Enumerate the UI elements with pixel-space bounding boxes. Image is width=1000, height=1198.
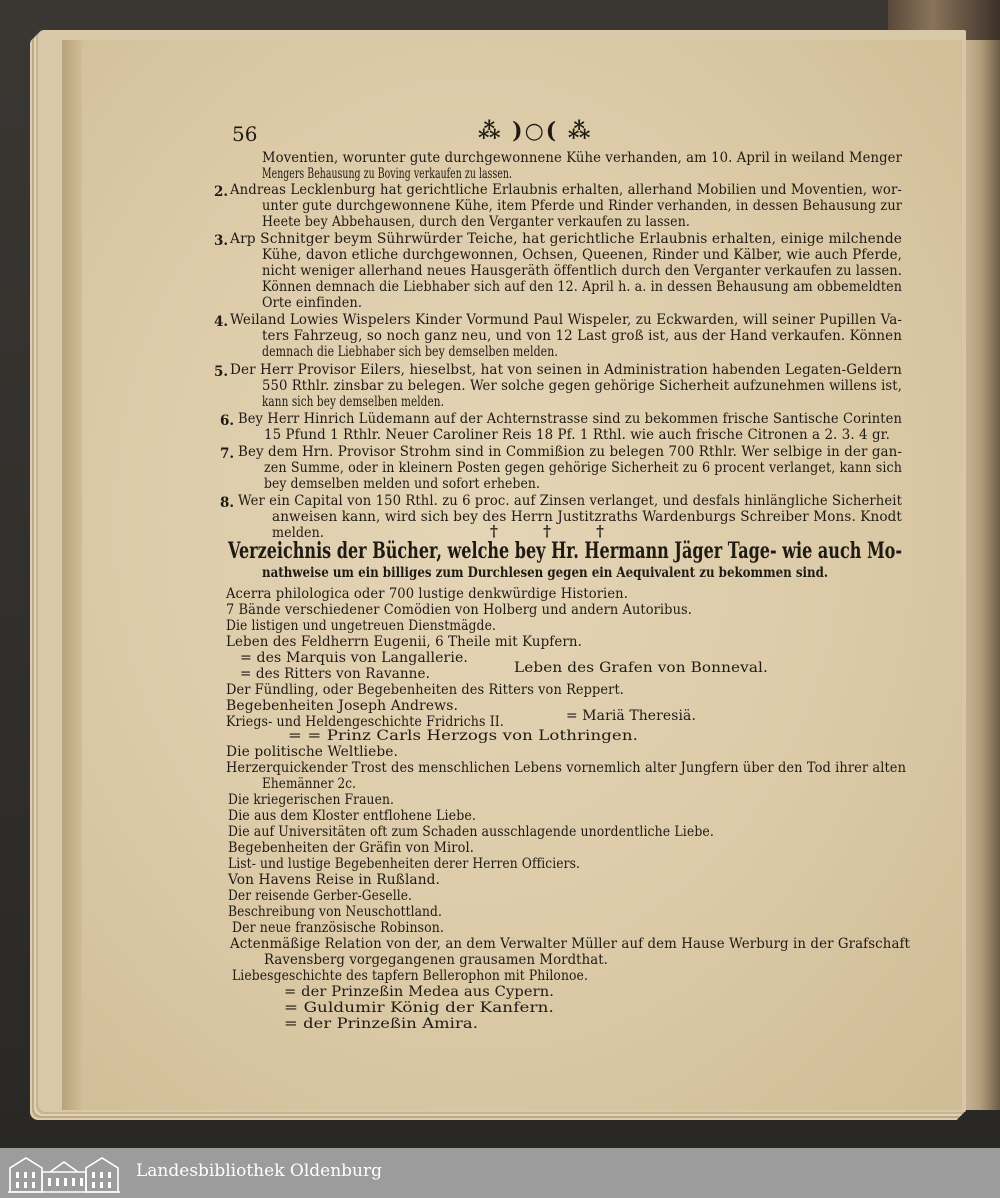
notice-2-number: 2. [214,184,229,200]
book-list-item: Liebesgeschichte des tapfern Bellerophon mit Philonoe. [232,968,588,984]
notice-3-line-3: nicht weniger allerhand neues Hausgeräth öffentlich durch den Verganter verkaufen zu lassen. [262,263,903,279]
book-list-item: Von Havens Reise in Rußland. [228,872,440,888]
notice-2-line-3: Heete bey Abbehausen, durch den Verganter verkaufen zu lassen. [262,214,691,230]
notice-2-line-2: unter gute durchgewonnene Kühe, item Pferde und Rinder verhanden, in dessen Behausung zur [262,198,902,214]
notice-3-line-5: Orte einfinden. [262,295,362,311]
notice-7-line-1: Bey dem Hrn. Provisor Strohm sind in Commißion zu belegen 700 Rthlr. Wer selbige in der gan- [238,444,903,460]
notice-4-line-1: Weiland Lowies Wispelers Kinder Vormund Paul Wispeler, zu Eckwarden, will seiner Pupillen Va- [230,312,902,328]
book-list-item: Kriegs- und Heldengeschichte Fridrichs II. [226,714,504,730]
notice-6-number: 6. [220,413,235,429]
book-list-item: Die aus dem Kloster entflohene Liebe. [228,808,477,824]
notice-7-number: 7. [220,446,235,462]
book-list-item: Beschreibung von Neuschottland. [228,904,442,920]
book-list-item: Herzerquickender Trost des menschlichen Lebens vornemlich alter Jungfern über den Tod ihrer alten [226,760,907,776]
footer-bar [0,1148,1000,1198]
book-list-item: Die auf Universitäten oft zum Schaden ausschlagende unordentliche Liebe. [228,824,714,840]
notice-6-line-1: Bey Herr Hinrich Lüdemann auf der Achternstrasse sind zu bekommen frische Santische Corinten [238,411,903,427]
notice-1-line-2: Mengers Behausung zu Boving verkaufen zu lassen. [262,166,513,182]
book-list-item: 7 Bände verschiedener Comödien von Holberg und andern Autoribus. [226,602,692,618]
book-list-item-continued: Ehemänner 2c. [262,776,357,792]
notice-5-line-3: kann sich bey demselben melden. [262,394,444,410]
section-divider-crosses: † † † [490,522,604,540]
notice-3-line-4: Können demnach die Liebhaber sich auf den 12. April h. a. in dessen Behausung am obbemeldten [262,279,903,295]
book-list-item: Die kriegerischen Frauen. [228,792,394,808]
notice-4-number: 4. [214,314,229,330]
catalog-subtitle: nathweise um ein billiges zum Durchlesen gegen ein Aequivalent zu bekommen sind. [262,565,828,581]
book-list-item: = Guldumir König der Kanfern. [284,1000,555,1016]
library-building-logo [6,1152,122,1194]
book-list-item: Der reisende Gerber-Geselle. [228,888,413,904]
notice-8-line-2: anweisen kann, wird sich bey des Herrn Justitzraths Wardenburgs Schreiber Mons. Knodt [272,509,902,525]
notice-8-line-3: melden. [272,525,325,541]
book-list-item: = des Ritters von Ravanne. [240,666,430,682]
notice-8-line-1: Wer ein Capital von 150 Rthl. zu 6 proc. auf Zinsen verlanget, und desfals hinlängliche Sicherheit [238,493,902,509]
notice-6-line-2: 15 Pfund 1 Rthlr. Neuer Caroliner Reis 18 Pf. 1 Rthl. wie auch frische Citronen a 2. 3. 4 gr. [264,427,891,443]
notice-8-number: 8. [220,495,235,511]
catalog-title: Verzeichnis der Bücher, welche bey Hr. Hermann Jäger Tage- wie auch Mo- [228,538,903,564]
notice-5-line-2: 550 Rthlr. zinsbar zu belegen. Wer solche gegen gehörige Sicherheit aufzunehmen willens ist, [262,378,902,394]
notice-7-line-2: zen Summe, oder in kleinern Posten gegen gehörige Sicherheit zu 6 procent verlanget, kann sich [264,460,902,476]
notice-5-number: 5. [214,364,229,380]
notice-4-line-3: demnach die Liebhaber sich bey demselben melden. [262,344,558,360]
notice-3-line-1: Arp Schnitger beym Sührwürder Teiche, hat gerichtliche Erlaubnis erhalten, einige milchende [230,231,903,247]
book-list-item: List- und lustige Begebenheiten derer Herren Officiers. [228,856,581,872]
book-list-item: = des Marquis von Langallerie. [240,650,468,666]
book-list-item: Die politische Weltliebe. [226,744,398,760]
page-number: 56 [232,122,258,146]
book-list-item: Begebenheiten der Gräfin von Mirol. [228,840,474,856]
book-list-item: Die listigen und ungetreuen Dienstmägde. [226,618,497,634]
notice-5-line-1: Der Herr Provisor Eilers, hieselbst, hat von seinen in Administration habenden Legaten-Geldern [230,362,902,378]
book-list-item: Der Fündling, oder Begebenheiten des Ritters von Reppert. [226,682,624,698]
book-list-item: Der neue französische Robinson. [232,920,445,936]
notice-3-line-2: Kühe, davon etliche durchgewonnen, Ochsen, Queenen, Rinder und Kälber, wie auch Pferde, [262,247,903,263]
book-list-item: Leben des Grafen von Bonneval. [514,660,769,676]
notice-1-line-1: Moventien, worunter gute durchgewonnene Kühe verhanden, am 10. April in weiland Menger [262,150,903,166]
footer-library-name: Landesbibliothek Oldenburg [136,1161,383,1181]
header-ornament: ⁂ )○( ⁂ [478,118,593,144]
notice-2-line-1: Andreas Lecklenburg hat gerichtliche Erlaubnis erhalten, allerhand Mobilien und Moventien, wor- [230,182,902,198]
book-list-item: Actenmäßige Relation von der, an dem Verwalter Müller auf dem Hause Werburg in der Grafschaft [230,936,911,952]
book-list-item: = der Prinzeßin Amira. [284,1016,479,1032]
book-list-item-continued: Ravensberg vorgegangenen grausamen Mordthat. [264,952,609,968]
book-list-item: = der Prinzeßin Medea aus Cypern. [284,984,554,1000]
book-list-item: Leben des Feldherrn Eugenii, 6 Theile mit Kupfern. [226,634,583,650]
notice-3-number: 3. [214,233,229,249]
notice-4-line-2: ters Fahrzeug, so noch ganz neu, und von 12 Last groß ist, aus der Hand verkaufen. Können [262,328,903,344]
book-list-item: Begebenheiten Joseph Andrews. [226,698,458,714]
notice-7-line-3: bey demselben melden und sofort erheben. [264,476,541,492]
book-list-item: = = Prinz Carls Herzogs von Lothringen. [288,728,638,744]
book-list-item: Acerra philologica oder 700 lustige denkwürdige Historien. [226,586,628,602]
book-list-item: = Mariä Theresiä. [566,708,696,724]
